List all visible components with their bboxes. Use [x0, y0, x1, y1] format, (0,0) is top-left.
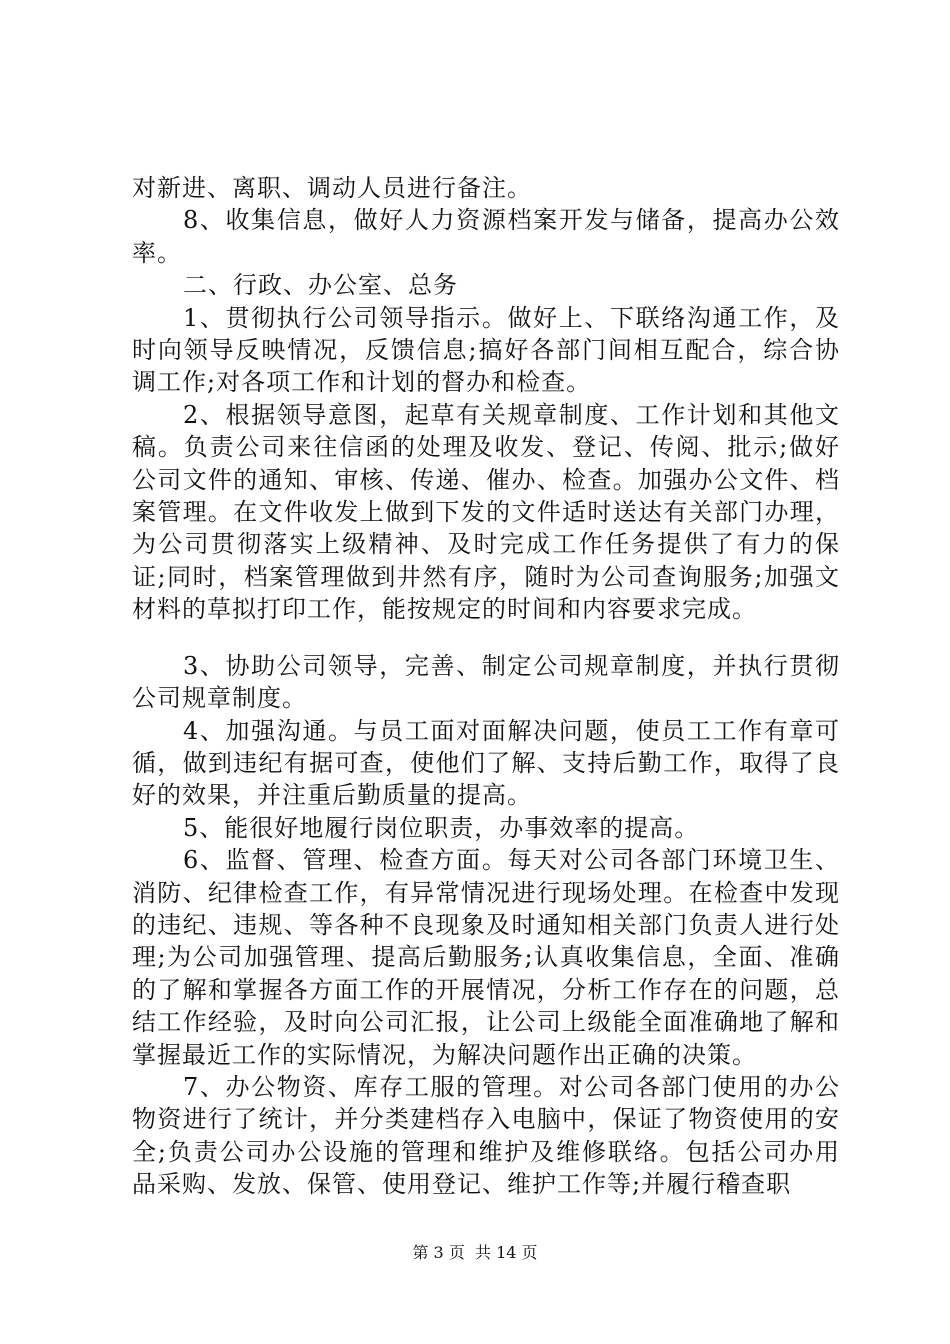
paragraph-item-5: 5、能很好地履行岗位职责，办事效率的提高。	[183, 813, 700, 842]
paragraph-item-3: 3、协助公司领导，完善、制定公司规章制度，并执行贯彻公司规章制度。	[132, 651, 840, 713]
paragraph-item-6: 6、监督、管理、检查方面。每天对公司各部门环境卫生、消防、纪律检查工作，有异常情况进行现场处理。在检查中发现的违纪、违规、等各种不良现象及时通知相关部门负责人进行处理;为公司加强管理、提高后勤服务;认真收集信息，全面、准确的了解和掌握各方面工作的开展情况，分析工作存在的问题，总结工作经验，及时向公司汇报，让公司上级能全面准确地了解和掌握最近工作的实际情况，为解决问题作出正确的决策。	[132, 846, 840, 1069]
paragraph-2: 8、收集信息，做好人力资源档案开发与储备，提高办公效率。	[132, 206, 840, 267]
paragraph-item-4: 4、加强沟通。与员工面对面解决问题，使员工工作有章可循，做到违纪有据可查，使他们了解、支持后勤工作，取得了良好的效果，并注重后勤质量的提高。	[132, 716, 840, 810]
paragraph-item-7: 7、办公物资、库存工服的管理。对公司各部门使用的办公物资进行了统计，并分类建档存入电脑中，保证了物资使用的安全;负责公司办公设施的管理和维护及维修联络。包括公司办用品采购、发放、保管、使用登记、维护工作等;并履行稽查职	[132, 1072, 840, 1199]
paragraph-1: 对新进、离职、调动人员进行备注。	[132, 174, 532, 202]
page-footer	[0, 1240, 950, 1263]
paragraph-item-1: 1、贯彻执行公司领导指示。做好上、下联络沟通工作，及时向领导反映情况，反馈信息;搞好各部门间相互配合，综合协调工作;对各项工作和计划的督办和检查。	[132, 303, 840, 397]
page-number-label: 第 3 页 共 14 页	[412, 1243, 538, 1262]
section-heading: 二、行政、办公室、总务	[183, 271, 458, 300]
document-body	[132, 172, 840, 1201]
paragraph-item-2: 2、根据领导意图，起草有关规章制度、工作计划和其他文稿。负责公司来往信函的处理及收发、登记、传阅、批示;做好公司文件的通知、审核、传递、催办、检查。加强办公文件、档案管理。在文件收发上做到下发的文件适时送达有关部门办理，为公司贯彻落实上级精神、及时完成工作任务提供了有力的保证;同时，档案管理做到井然有序，随时为公司查询服务;加强文材料的草拟打印工作，能按规定的时间和内容要求完成。	[132, 400, 840, 624]
